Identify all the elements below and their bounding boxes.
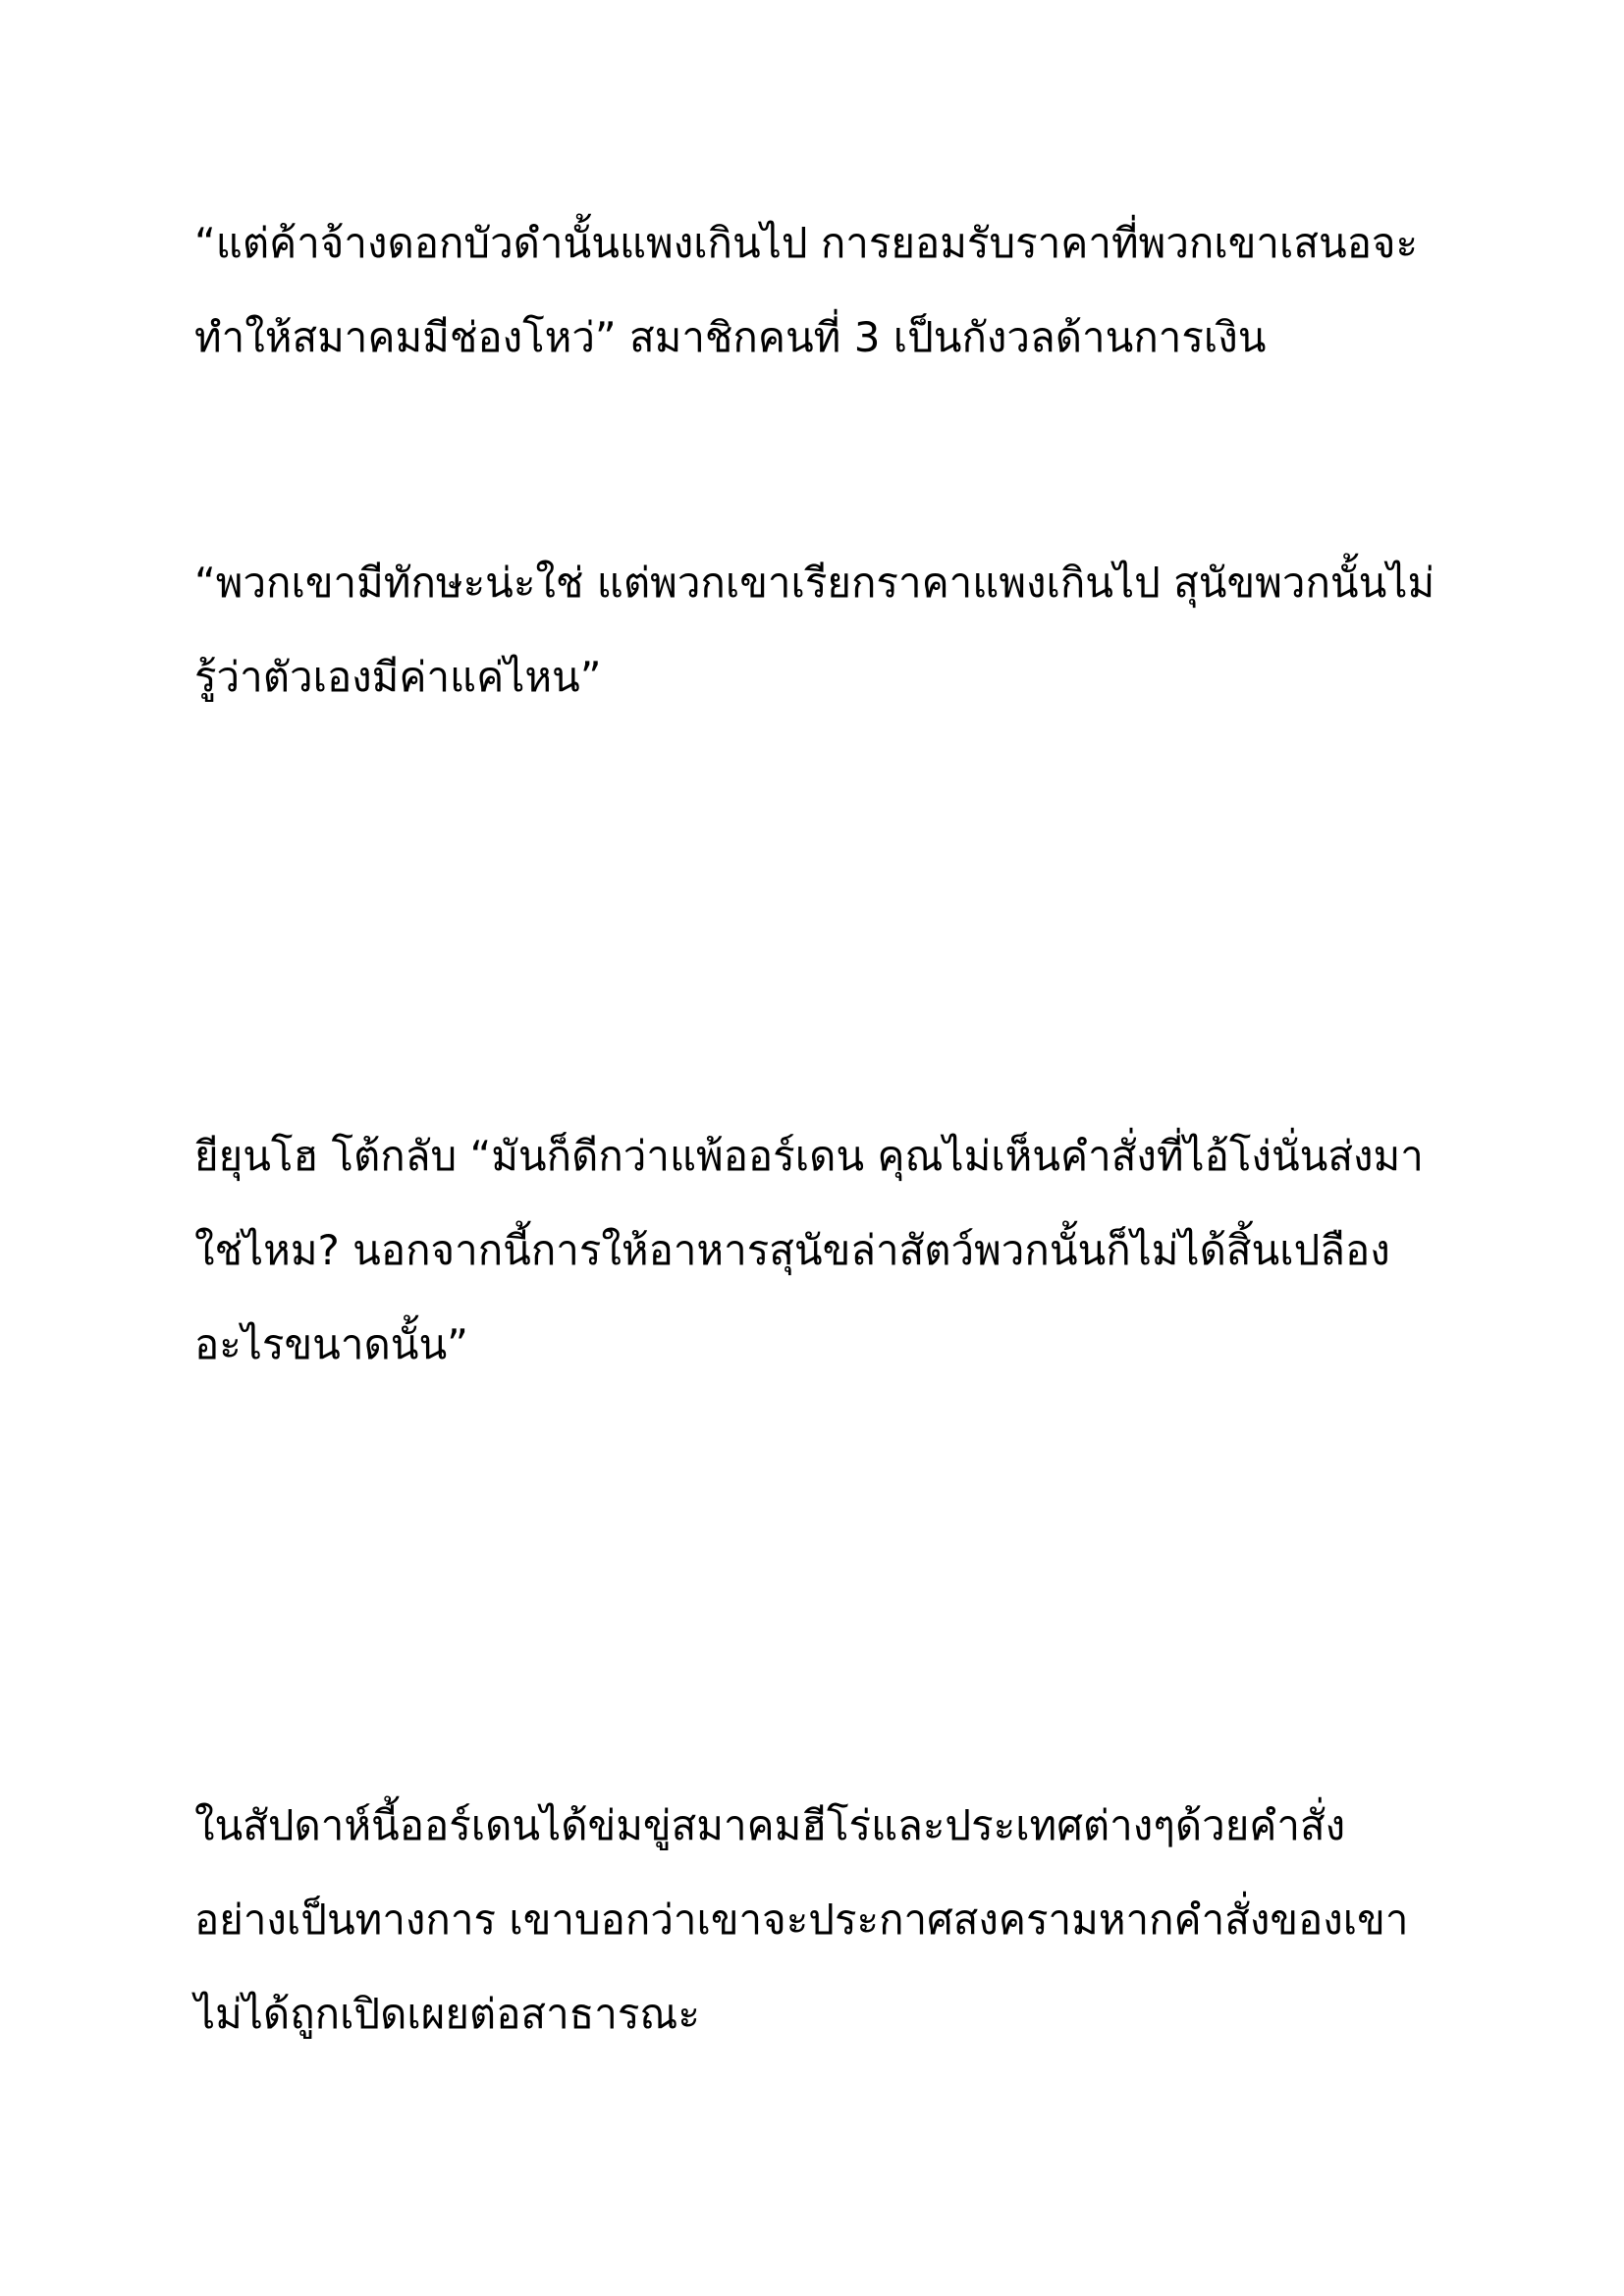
paragraph-2 [194, 536, 1461, 724]
paragraph-line: ยียุนโฮ โต้กลับ “มันก็ดีกว่าแพ้ออร์เดน คุณไม่เห็นคำสั่งที่ไอ้โง่นั่นส่งมา [194, 1132, 1424, 1180]
paragraph-line: อย่างเป็นทางการ เขาบอกว่าเขาจะประกาศสงครามหากคำสั่งของเขา [194, 1896, 1409, 1944]
paragraph-4 [194, 1779, 1461, 2061]
paragraph-line: ในสัปดาห์นี้ออร์เดนได้ข่มขู่สมาคมฮีโร่และประเทศต่างๆด้วยคำสั่ง [194, 1801, 1346, 1849]
paragraph-line: ไม่ได้ถูกเปิดเผยต่อสาธารณะ [194, 1990, 700, 2038]
paragraph-1 [194, 196, 1461, 385]
paragraph-line: อะไรขนาดนั้น” [194, 1320, 468, 1368]
paragraph-line: “แต่ค้าจ้างดอกบัวดำนั้นแพงเกินไป การยอมรับราคาที่พวกเขาเสนอจะ [194, 219, 1419, 267]
paragraph-line: รู้ว่าตัวเองมีค่าแค่ไหน” [194, 653, 602, 701]
paragraph-line: “พวกเขามีทักษะน่ะใช่ แต่พวกเขาเรียกราคาแพงเกินไป สุนัขพวกนั้นไม่ [194, 559, 1435, 607]
paragraph-line: ทำให้สมาคมมีช่องโหว่” สมาชิกคนที่ 3 เป็นกังวลด้านการเงิน [194, 313, 1267, 361]
paragraph-line: ใช่ไหม? นอกจากนี้การให้อาหารสุนัขล่าสัตว์พวกนั้นก็ไม่ได้สิ้นเปลือง [194, 1226, 1390, 1274]
paragraph-3 [194, 1109, 1461, 1392]
